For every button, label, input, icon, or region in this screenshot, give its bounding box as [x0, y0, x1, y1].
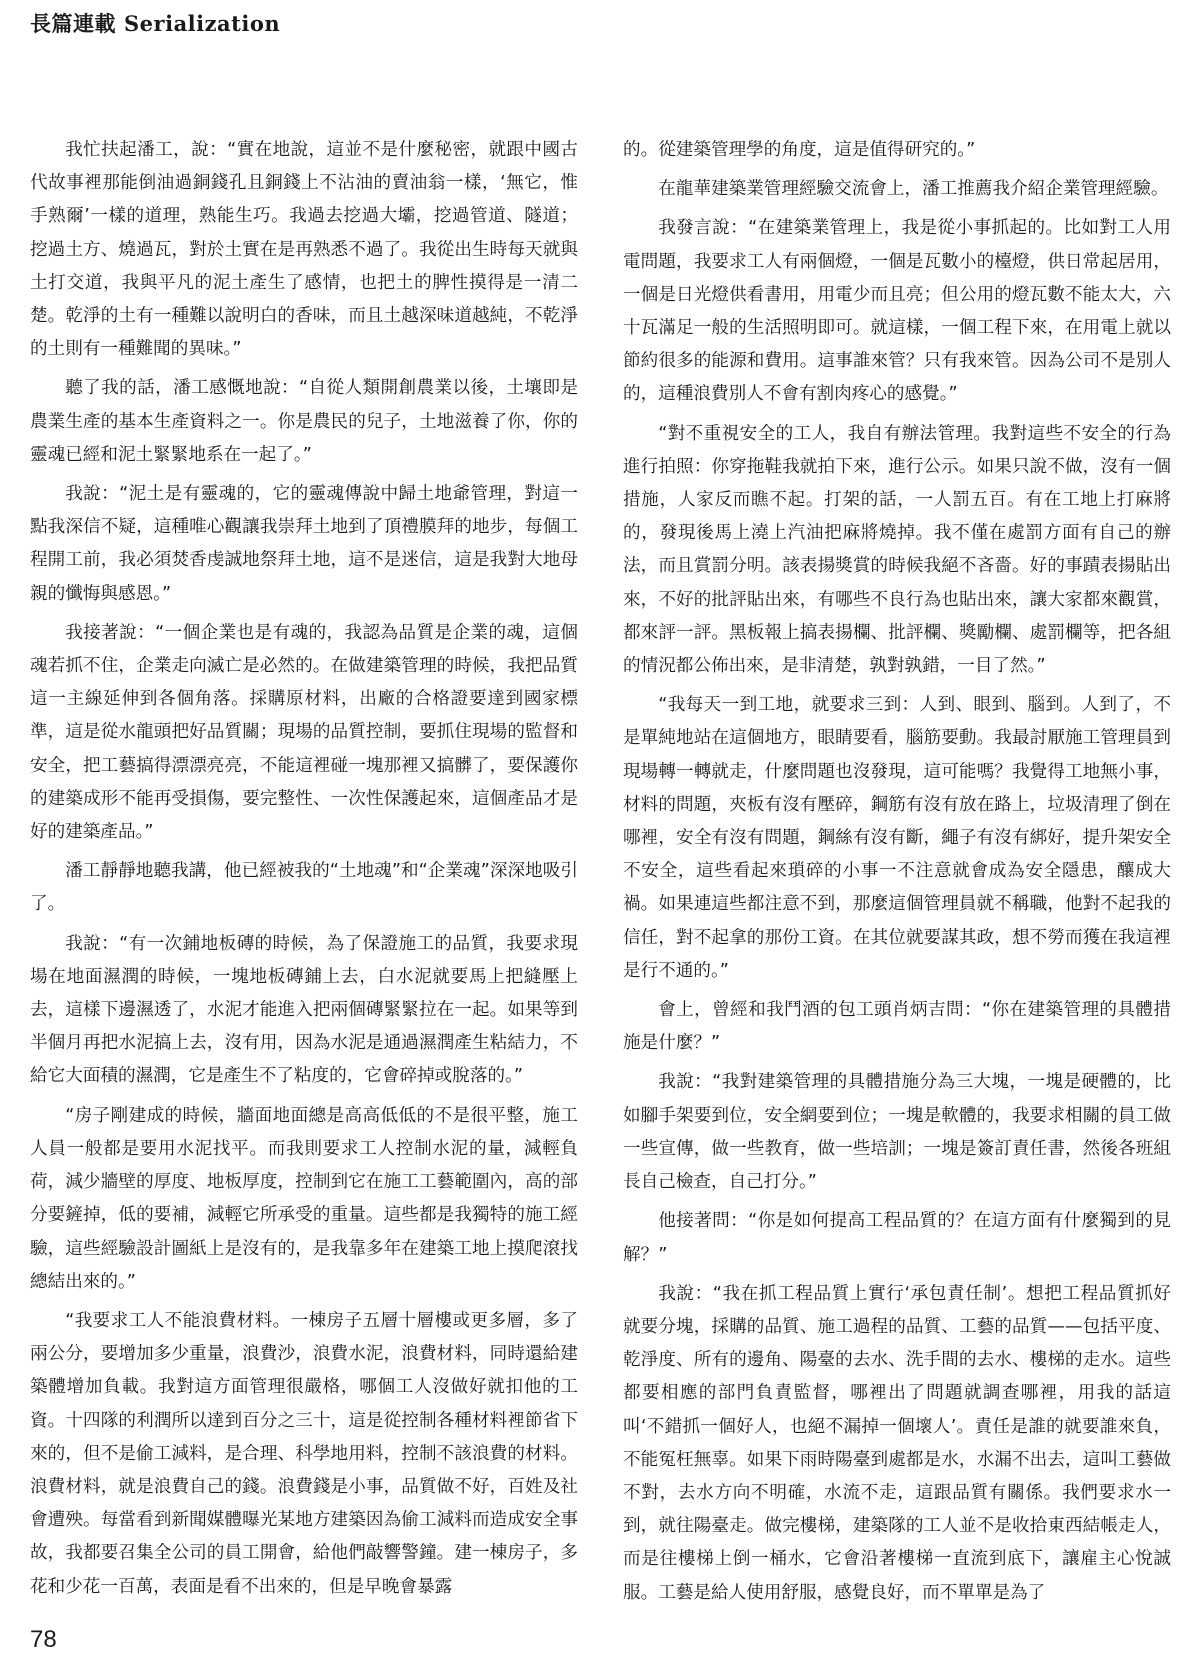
paragraph: “對不重視安全的工人，我自有辦法管理。我對這些不安全的行為進行拍照：你穿拖鞋我就拍下來，進行公示。如果只說不做，沒有一個措施，人家反而瞧不起。打架的話，一人罰五百。有在工地上打麻將的，發現後馬上澆上汽油把麻將燒掉。我不僅在處罰方面有自己的辦法，而且賞罰分明。該表揚獎賞的時候我絕不吝嗇。好的事蹟表揚貼出來，不好的批評貼出來，有哪些不良行為也貼出來，讓大家都來觀賞，都來評一評。黑板報上搞表揚欄、批評欄、獎勵欄、處罰欄等，把各組的情況都公佈出來，是非清楚，孰對孰錯，一目了然。” — [623, 423, 1171, 677]
paragraph: “房子剛建成的時候，牆面地面總是高高低低的不是很平整，施工人員一般都是要用水泥找平。而我則要求工人控制水泥的量，減輕負荷，減少牆壁的厚度、地板厚度，控制到它在施工工藝範圍內，高的部分要鏟掉，低的要補，減輕它所承受的重量。這些都是我獨特的施工經驗，這些經驗設計圖紙上是沒有的，是我靠多年在建築工地上摸爬滾找總結出來的。” — [30, 1105, 578, 1292]
paragraph: 他接著問：“你是如何提高工程品質的？在這方面有什麼獨到的見解？” — [623, 1211, 1171, 1265]
paragraph: “我每天一到工地，就要求三到：人到、眼到、腦到。人到了，不是單純地站在這個地方，眼睛要看，腦筋要動。我最討厭施工管理員到現場轉一轉就走，什麼問題也沒發現，這可能嗎？我覺得工地無小事，材料的問題，夾板有沒有壓碎，鋼筋有沒有放在路上，垃圾清理了倒在哪裡，安全有沒有問題，鋼絲有沒有斷，繩子有沒有綁好，提升架安全不安全，這些看起來瑣碎的小事一不注意就會成為安全隱患，釀成大禍。如果連這些都注意不到，那麼這個管理員就不稱職，他對不起我的信任，對不起拿的那份工資。在其位就要謀其政，想不勞而獲在我這裡是行不通的。” — [623, 695, 1171, 981]
paragraph: “我要求工人不能浪費材料。一棟房子五層十層樓或更多層，多了兩公分，要增加多少重量，浪費沙，浪費水泥，浪費材料，同時還給建築體增加負載。我對這方面管理很嚴格，哪個工人沒做好就扣他的工資。十四隊的利潤所以達到百分之三十，這是從控制各種材料裡節省下來的，但不是偷工減料，是合理、科學地用料，控制不該浪費的材料。浪費材料，就是浪費自己的錢。浪費錢是小事，品質做不好，百姓及社會遭殃。每當看到新聞媒體曝光某地方建築因為偷工減料而造成安全事故，我都要召集全公司的員工開會，給他們敲響警鐘。建一棟房子，多花和少花一百萬，表面是看不出來的，但是早晚會暴露 — [30, 1310, 578, 1597]
paragraph: 在龍華建築業管理經驗交流會上，潘工推薦我介紹企業管理經驗。 — [658, 179, 1169, 200]
section-title-chinese: 長篇連載 — [30, 12, 116, 36]
paragraph: 會上，曾經和我鬥酒的包工頭肖炳吉問：“你在建築管理的具體措施是什麼？” — [623, 1000, 1171, 1054]
paragraph: 我說：“泥土是有靈魂的，它的靈魂傳說中歸土地爺管理，對這一點我深信不疑，這種唯心觀讓我崇拜土地到了頂禮膜拜的地步，每個工程開工前，我必須焚香虔誠地祭拜土地，這不是迷信，這是我對大地母親的懺悔與感恩。” — [30, 484, 578, 604]
paragraph: 我說：“我對建築管理的具體措施分為三大塊，一塊是硬體的，比如腳手架要到位，安全網要到位；一塊是軟體的，我要求相關的員工做一些宣傳，做一些教育，做一些培訓；一塊是簽訂責任書，然後各班組長自己檢查，自己打分。” — [623, 1072, 1171, 1193]
paragraph: 我接著說：“一個企業也是有魂的，我認為品質是企業的魂，這個魂若抓不住，企業走向滅亡是必然的。在做建築管理的時候，我把品質這一主線延伸到各個角落。採購原材料，出廠的合格證要達到國家標準，這是從水龍頭把好品質關；現場的品質控制，要抓住現場的監督和安全，把工藝搞得漂漂亮亮，不能這裡碰一塊那裡又搞髒了，要保護你的建築成形不能再受損傷，要完整性、一次性保護起來，這個產品才是好的建築產品。” — [30, 622, 578, 843]
section-title-english: Serialization — [124, 11, 281, 36]
running-header — [30, 8, 280, 38]
paragraph: 我說：“有一次鋪地板磚的時候，為了保證施工的品質，我要求現場在地面濕潤的時候，一塊地板磚鋪上去，白水泥就要馬上把縫壓上去，這樣下邊濕透了，水泥才能進入把兩個磚緊緊拉在一起。如果等到半個月再把水泥搞上去，沒有用，因為水泥是通過濕潤產生粘結力，不給它大面積的濕潤，它是產生不了粘度的，它會碎掉或脫落的。” — [30, 933, 578, 1087]
page-number: 78 — [30, 1626, 57, 1653]
right-text-column — [623, 134, 1171, 1616]
paragraph: 聽了我的話，潘工感慨地說：“自從人類開創農業以後，土壤即是農業生產的基本生產資料之一。你是農民的兒子，土地滋養了你，你的靈魂已經和泥土緊緊地系在一起了。” — [30, 378, 578, 465]
paragraph: 潘工靜靜地聽我講，他已經被我的“土地魂”和“企業魂”深深地吸引了。 — [30, 861, 578, 915]
paragraph-continued: 的。從建築管理學的角度，這是值得研究的。” — [623, 140, 976, 160]
paragraph: 我發言說：“在建築業管理上，我是從小事抓起的。比如對工人用電問題，我要求工人有兩個燈，一個是瓦數小的檯燈，供日常起居用，一個是日光燈供看書用，用電少而且亮；但公用的燈瓦數不能太大，六十瓦滿足一般的生活照明即可。就這樣，一個工程下來，在用電上就以節約很多的能源和費用。這事誰來管？只有我來管。因為公司不是別人的，這種浪費別人不會有割肉疼心的感覺。” — [623, 218, 1171, 405]
paragraph: 我說：“我在抓工程品質上實行‘承包責任制’。想把工程品質抓好就要分塊，採購的品質、施工過程的品質、工藝的品質——包括平度、乾淨度、所有的邊角、陽臺的去水、洗手間的去水、樓梯的走水。這些都要相應的部門負責監督，哪裡出了問題就調查哪裡，用我的話這叫‘不錯抓一個好人，也絕不漏掉一個壞人’。責任是誰的就要誰來負，不能冤枉無辜。如果下雨時陽臺到處都是水，水漏不出去，這叫工藝做不對，去水方向不明確，水流不走，這跟品質有關係。我們要求水一到，就往陽臺走。做完樓梯，建築隊的工人並不是收拾東西結帳走人，而是往樓梯上倒一桶水，它會沿著樓梯一直流到底下，讓雇主心悅誠服。工藝是給人使用舒服，感覺良好，而不單單是為了 — [623, 1283, 1171, 1603]
paragraph: 我忙扶起潘工，說：“實在地說，這並不是什麼秘密，就跟中國古代故事裡那能倒油過銅錢孔且銅錢上不沾油的賣油翁一樣，‘無它，惟手熟爾’一樣的道理，熟能生巧。我過去挖過大壩，挖過管道、隧道；挖過土方、燒過瓦，對於土實在是再熟悉不過了。我從出生時每天就與土打交道，我與平凡的泥土產生了感情，也把土的脾性摸得是一清二楚。乾淨的土有一種難以說明白的香味，而且土越深味道越純，不乾淨的土則有一種難聞的異味。” — [30, 140, 578, 360]
left-text-column — [30, 134, 578, 1610]
